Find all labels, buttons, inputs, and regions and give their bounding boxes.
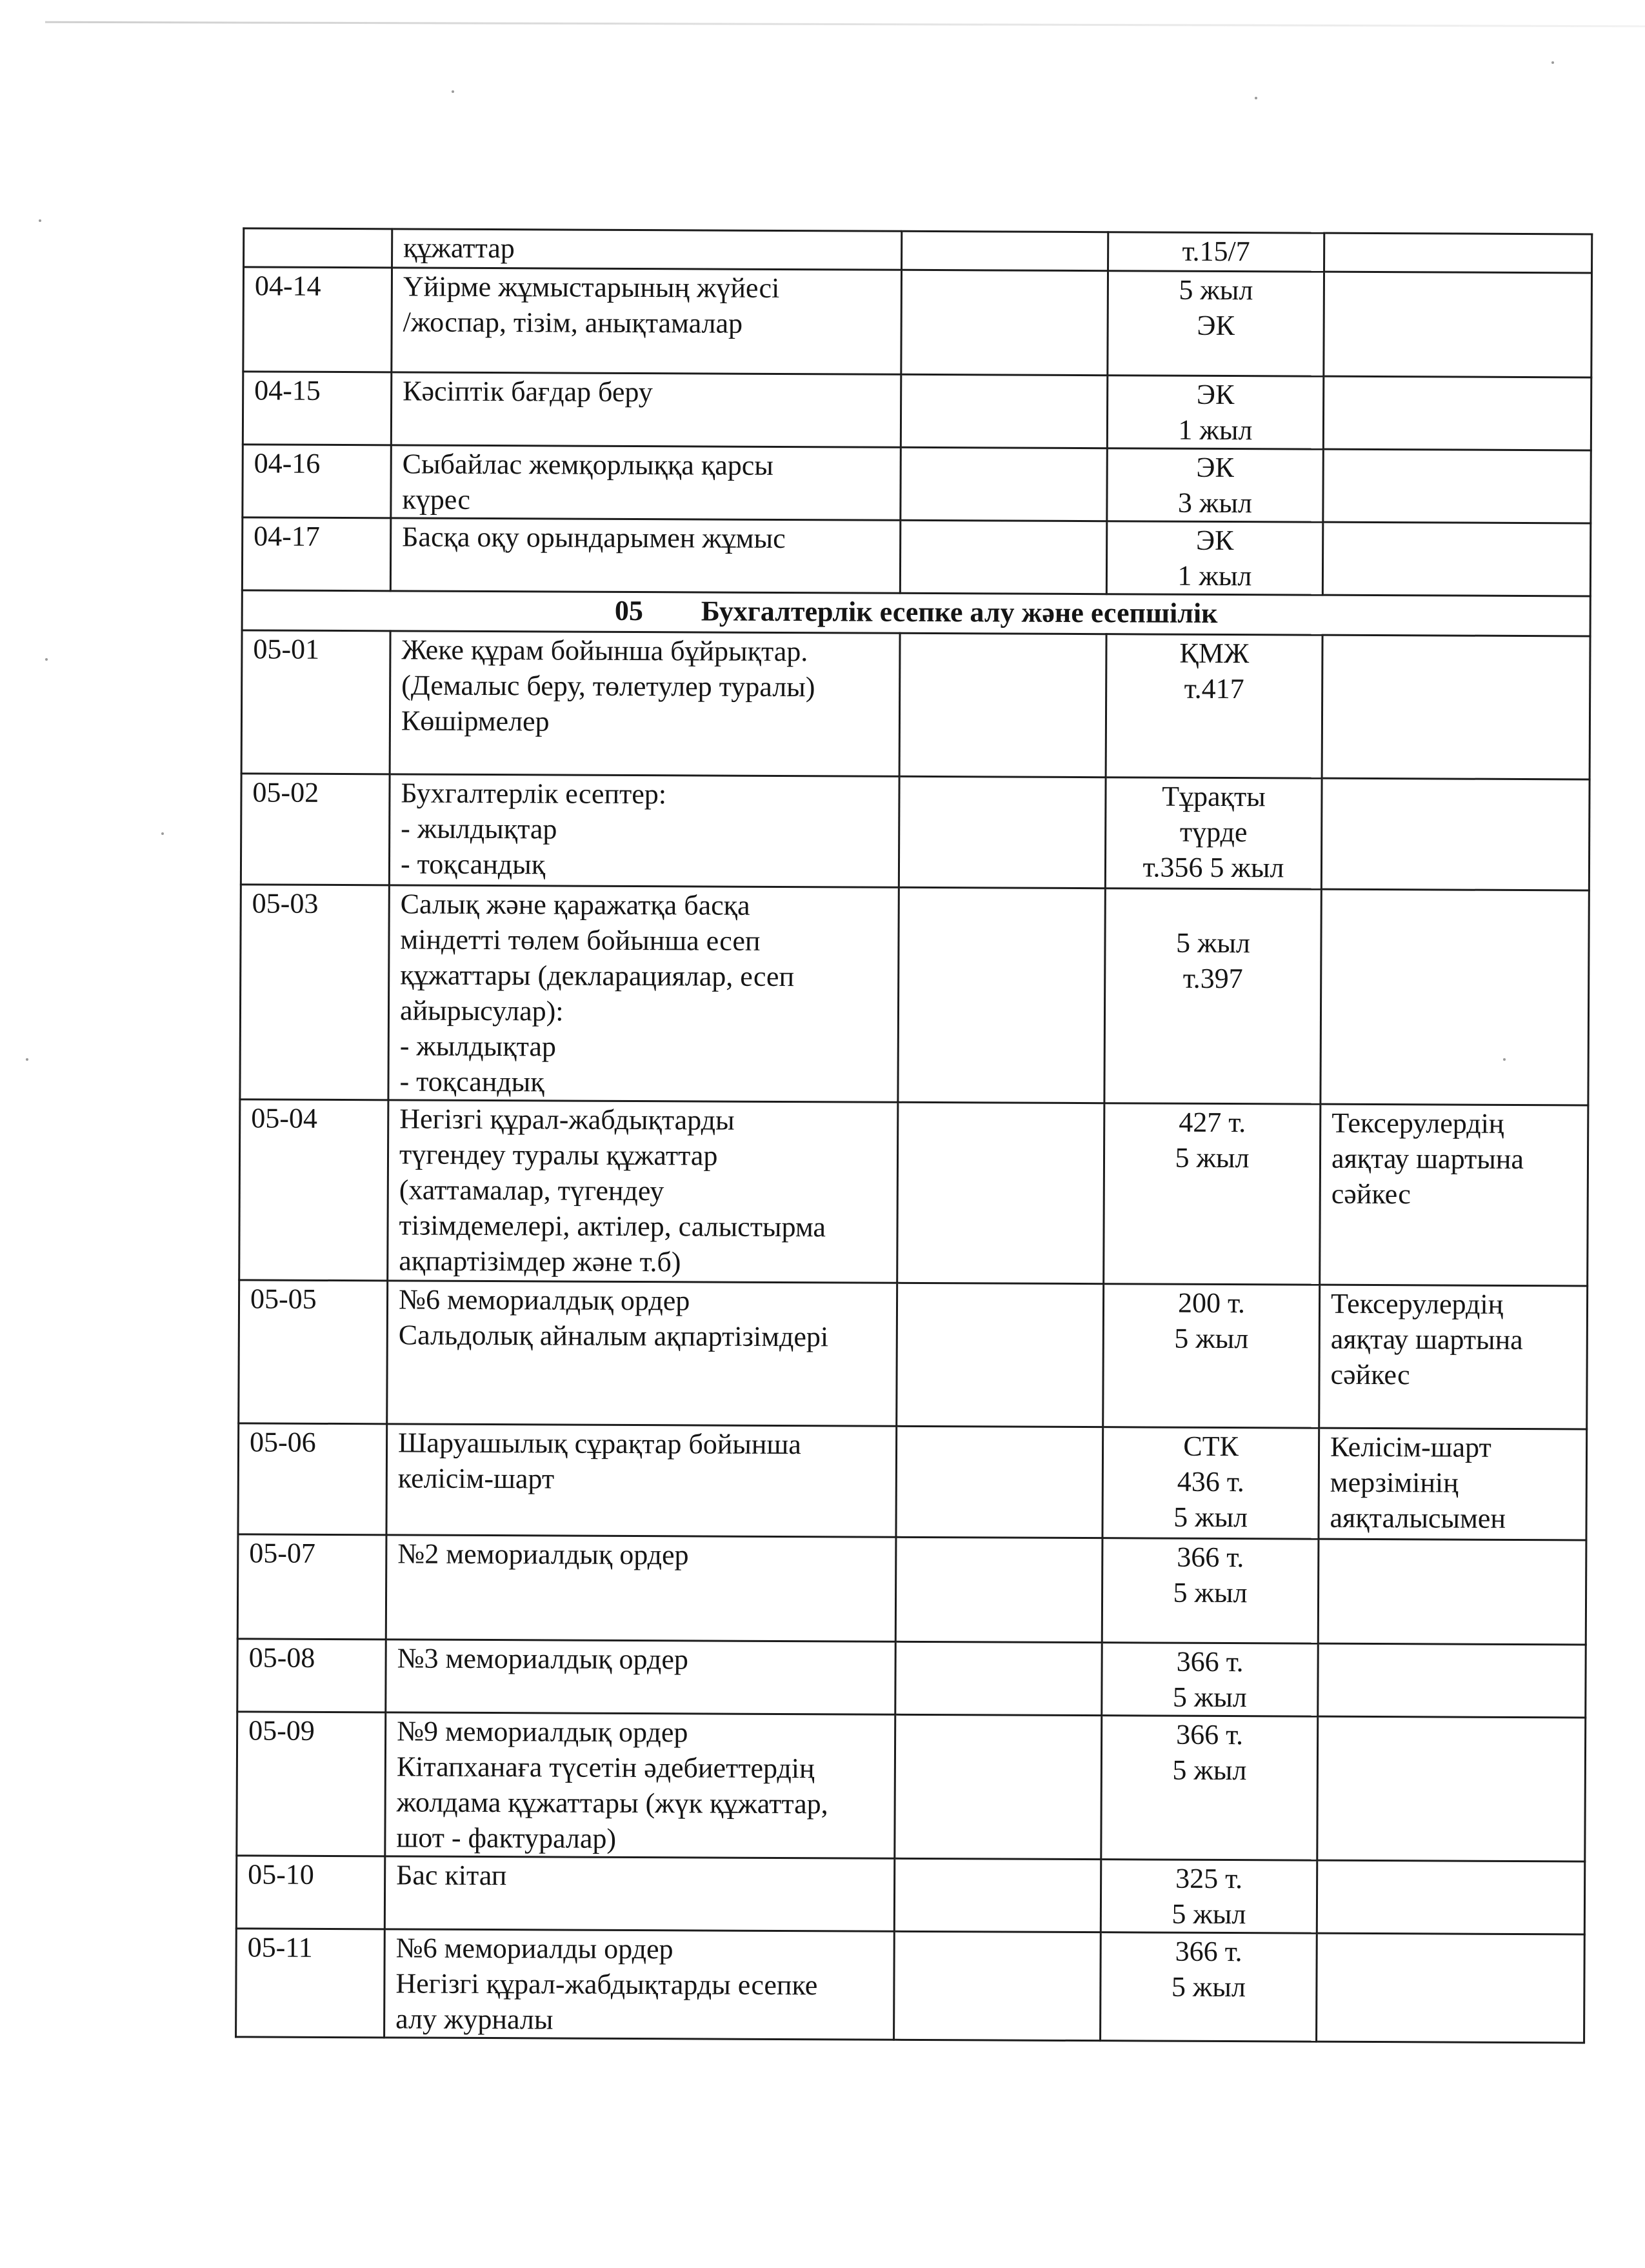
remark-cell [1319, 1285, 1588, 1429]
remark-cell [1324, 272, 1592, 377]
index-cell [241, 774, 390, 885]
title-cell-line: құжаттары (декларациялар, есеп [400, 959, 795, 993]
quantity-cell [895, 1641, 1102, 1715]
index-cell-line: 05-06 [249, 1426, 316, 1458]
index-cell-line: 05-04 [251, 1102, 318, 1134]
table-row [237, 1639, 1586, 1718]
retention-cell-line: 5 жыл [1172, 1681, 1247, 1714]
title-cell [392, 229, 902, 270]
retention-cell-line: 3 жыл [1177, 487, 1253, 519]
title-cell-line: Көшірмелер [401, 705, 550, 738]
table-row [236, 1929, 1585, 2043]
remark-cell-line: сәйкес [1330, 1358, 1410, 1391]
index-cell-line: 05-10 [248, 1858, 314, 1891]
title-cell [390, 518, 900, 593]
section-number: 05 [614, 594, 643, 627]
remark-cell-line: сәйкес [1331, 1178, 1411, 1210]
title-cell-line: Үйірме жұмыстарының жүйесі [403, 270, 780, 304]
retention-cell-line: 366 т. [1176, 1718, 1244, 1751]
title-cell-line: Негізгі құрал-жабдықтарды есепке [395, 1967, 818, 2002]
retention-cell [1106, 521, 1322, 595]
title-cell [392, 268, 902, 374]
title-cell [384, 1856, 894, 1931]
index-cell [239, 1280, 388, 1424]
title-cell-line: Кітапханаға түсетін әдебиеттердің [396, 1751, 815, 1785]
title-cell [391, 445, 901, 520]
title-cell [386, 1640, 895, 1714]
table-row [239, 1280, 1588, 1429]
title-cell-line: Шаруашылық сұрақтар бойынша [397, 1427, 802, 1461]
index-cell-line: 04-16 [254, 447, 321, 479]
quantity-cell [898, 887, 1105, 1103]
index-cell [244, 228, 392, 268]
table-row [238, 1423, 1587, 1540]
title-cell-line: Бас кітап [396, 1859, 507, 1892]
section-name: Бухгалтерлік есепке алу және есепшілік [701, 595, 1218, 629]
retention-cell-line: 366 т. [1175, 1935, 1242, 1968]
table-row [243, 372, 1591, 450]
table-row [244, 228, 1592, 273]
quantity-cell [895, 1714, 1102, 1859]
retention-cell [1108, 232, 1324, 272]
quantity-cell [894, 1931, 1101, 2040]
retention-cell [1104, 888, 1321, 1104]
retention-cell-line: 366 т. [1176, 1645, 1244, 1678]
remark-cell [1321, 889, 1589, 1105]
retention-cell [1103, 1284, 1320, 1428]
index-cell [237, 1639, 386, 1712]
title-cell-line: құжаттар [403, 232, 515, 265]
index-cell-line: 05-09 [248, 1714, 315, 1747]
title-cell-line: алу журналы [395, 2003, 553, 2036]
title-cell-line: - тоқсандық [400, 848, 546, 881]
title-cell-line: /жоспар, тізім, анықтамалар [403, 306, 743, 339]
title-cell [388, 1100, 898, 1283]
remark-cell [1322, 635, 1590, 779]
title-cell-line: - жылдықтар [401, 812, 557, 845]
title-cell-line: №9 мемориалдық ордер [397, 1715, 688, 1749]
index-cell [238, 1423, 387, 1535]
title-cell-line: - тоқсандық [399, 1065, 544, 1098]
retention-cell-line: ЭК [1197, 309, 1235, 342]
index-cell-line: 04-15 [254, 374, 321, 406]
quantity-cell [895, 1537, 1102, 1642]
table-row [243, 267, 1592, 377]
title-cell [386, 1535, 896, 1641]
retention-cell [1102, 1427, 1319, 1539]
title-cell-line: (Демалыс беру, төлетулер туралы) [401, 669, 815, 703]
quantity-cell [901, 270, 1108, 375]
title-cell-line: Кәсіптік бағдар беру [403, 375, 653, 408]
remark-cell [1323, 449, 1591, 523]
quantity-cell [894, 1858, 1101, 1932]
index-cell-line: 05-05 [250, 1283, 317, 1315]
table-row [241, 774, 1590, 890]
title-cell-line: күрес [402, 483, 471, 516]
index-cell-line: 05-02 [252, 776, 319, 808]
records-nomenclature-table [235, 227, 1593, 2043]
retention-cell-line: 5 жыл [1171, 1898, 1246, 1931]
title-cell-line: жолдама құжаттары (жүк құжаттар, [396, 1786, 828, 1820]
title-cell [388, 885, 899, 1102]
index-cell-line: 05-07 [249, 1537, 316, 1569]
retention-cell-line: т.15/7 [1182, 235, 1250, 268]
table-body [236, 228, 1592, 2043]
retention-cell-line: 5 жыл [1174, 1322, 1249, 1355]
index-cell [239, 1099, 388, 1281]
retention-cell [1107, 448, 1323, 522]
index-cell [243, 372, 391, 445]
title-cell [386, 1424, 897, 1537]
retention-cell-line: т.356 5 жыл [1142, 851, 1284, 884]
index-cell [243, 267, 392, 372]
retention-cell-line: 325 т. [1175, 1862, 1243, 1895]
retention-cell-line: т.417 [1184, 672, 1244, 705]
retention-cell-line: 436 т. [1177, 1465, 1244, 1498]
remark-cell [1321, 778, 1590, 890]
title-cell [385, 1712, 895, 1858]
index-cell [236, 1929, 385, 2038]
retention-cell-line: 5 жыл [1171, 1971, 1246, 2003]
retention-cell-line: 427 т. [1179, 1106, 1246, 1139]
retention-cell-line: СТК [1183, 1430, 1239, 1463]
title-cell-line: Жеке құрам бойынша бұйрықтар. [401, 634, 808, 668]
quantity-cell [899, 776, 1106, 888]
index-cell-line: 05-03 [252, 887, 319, 919]
retention-cell [1105, 778, 1322, 889]
remark-cell [1318, 1539, 1586, 1645]
title-cell-line: (хаттамалар, түгендеу [399, 1174, 664, 1207]
retention-cell [1108, 271, 1324, 376]
remark-cell [1318, 1643, 1586, 1718]
index-cell-line: 04-17 [254, 520, 320, 552]
quantity-cell [899, 633, 1106, 777]
table-row [242, 517, 1590, 596]
remark-cell [1317, 1933, 1585, 2043]
remark-cell [1317, 1860, 1584, 1934]
title-cell [390, 631, 900, 776]
title-cell [384, 1929, 895, 2040]
retention-cell [1101, 1716, 1318, 1860]
title-cell [387, 1281, 897, 1426]
title-cell-line: №2 мемориалдық ордер [397, 1538, 689, 1571]
quantity-cell [900, 520, 1106, 594]
title-cell-line: - жылдықтар [399, 1030, 557, 1063]
title-cell-line: міндетті төлем бойынша есеп [400, 923, 761, 957]
remark-cell [1322, 522, 1590, 596]
title-cell-line: тізімдемелері, актілер, салыстырма [399, 1209, 826, 1243]
section-header-row [242, 590, 1590, 636]
remark-cell-line: аяқтау шартына [1331, 1142, 1524, 1176]
retention-cell-line: 1 жыл [1178, 414, 1253, 447]
index-cell [241, 630, 390, 774]
retention-cell-line: ЭК [1195, 524, 1234, 557]
retention-cell-line: 5 жыл [1173, 1576, 1248, 1609]
retention-cell-line: 366 т. [1177, 1541, 1244, 1574]
index-cell [237, 1712, 386, 1856]
retention-cell-line: 200 т. [1177, 1287, 1246, 1320]
remark-cell-line: Тексерулердің [1331, 1107, 1504, 1139]
index-cell [236, 1856, 384, 1929]
remark-cell-line: аяқтау шартына [1330, 1323, 1523, 1356]
retention-cell [1104, 1103, 1321, 1285]
retention-cell-line: т.397 [1182, 962, 1243, 995]
title-cell-line: ақпартізімдер және т.б) [399, 1245, 681, 1278]
title-cell-line: Негізгі құрал-жабдықтарды [399, 1103, 735, 1136]
title-cell-line: келісім-шарт [397, 1462, 555, 1495]
retention-cell [1101, 1932, 1317, 2042]
remark-cell-line: аяқталысымен [1330, 1501, 1506, 1534]
title-cell-line: Сальдолық айналым ақпартізімдері [398, 1319, 829, 1353]
title-cell-line: Сыбайлас жемқорлыққа қарсы [402, 448, 773, 481]
title-cell-line: №6 мемориалды ордер [395, 1932, 673, 1965]
title-cell-line: шот - фактуралар) [396, 1821, 617, 1854]
index-cell-line: 05-11 [247, 1931, 313, 1963]
quantity-cell [897, 1102, 1104, 1283]
index-cell [237, 1534, 386, 1640]
title-cell-line: айырысулар): [399, 994, 564, 1027]
index-cell [243, 445, 391, 518]
remark-cell [1324, 233, 1592, 273]
retention-cell [1106, 634, 1322, 778]
retention-cell-line: ЭК [1196, 378, 1235, 411]
retention-cell [1102, 1538, 1319, 1643]
retention-cell-line: 1 жыл [1177, 559, 1252, 592]
title-cell-line: Басқа оқу орындарымен жұмыс [402, 521, 786, 555]
table-row [237, 1712, 1586, 1862]
title-cell-line: Салық және қаражатқа басқа [400, 888, 750, 921]
quantity-cell [902, 231, 1108, 270]
remark-cell [1319, 1428, 1587, 1540]
retention-cell-line: 5 жыл [1175, 1141, 1250, 1174]
title-cell-line: Бухгалтерлік есептер: [401, 777, 667, 810]
retention-cell-line: 5 жыл [1172, 1754, 1247, 1787]
retention-cell-line: ЭК [1196, 451, 1235, 484]
remark-cell [1317, 1716, 1586, 1862]
table-row [236, 1856, 1584, 1934]
retention-cell-line: ҚМЖ [1179, 637, 1250, 670]
remark-cell-line: Келісім-шарт [1330, 1430, 1491, 1463]
table-row [240, 885, 1589, 1105]
quantity-cell [897, 1283, 1104, 1427]
title-cell [389, 774, 899, 887]
remark-cell [1323, 376, 1591, 450]
retention-cell-line: 5 жыл [1179, 274, 1253, 306]
index-cell-line: 04-14 [254, 270, 321, 302]
title-cell-line: түгендеу туралы құжаттар [399, 1138, 718, 1172]
retention-cell-line: 5 жыл [1175, 927, 1251, 959]
title-cell-line: №6 мемориалдық ордер [398, 1283, 690, 1317]
retention-cell-line: Тұрақты [1162, 780, 1266, 813]
table-row [241, 630, 1590, 779]
retention-cell-line: түрде [1179, 816, 1248, 848]
index-cell-line: 05-08 [248, 1641, 315, 1674]
quantity-cell [896, 1426, 1103, 1538]
section-title [242, 590, 1590, 636]
retention-cell [1102, 1643, 1318, 1716]
retention-cell [1107, 376, 1323, 449]
retention-cell-line [1117, 889, 1310, 925]
table-row [237, 1534, 1586, 1645]
retention-cell-line: 5 жыл [1173, 1501, 1248, 1534]
table-row [239, 1099, 1588, 1286]
remark-cell [1320, 1104, 1588, 1286]
index-cell-line: 05-01 [253, 633, 320, 665]
retention-cell [1101, 1860, 1317, 1933]
table-row [243, 445, 1591, 523]
title-cell [391, 372, 901, 447]
index-cell [240, 885, 389, 1100]
quantity-cell [901, 374, 1107, 448]
remark-cell-line: мерзімінің [1330, 1466, 1459, 1499]
index-cell [242, 517, 390, 591]
quantity-cell [901, 447, 1107, 521]
remark-cell-line: Тексерулердің [1330, 1287, 1504, 1320]
title-cell-line: №3 мемориалдық ордер [397, 1642, 689, 1676]
